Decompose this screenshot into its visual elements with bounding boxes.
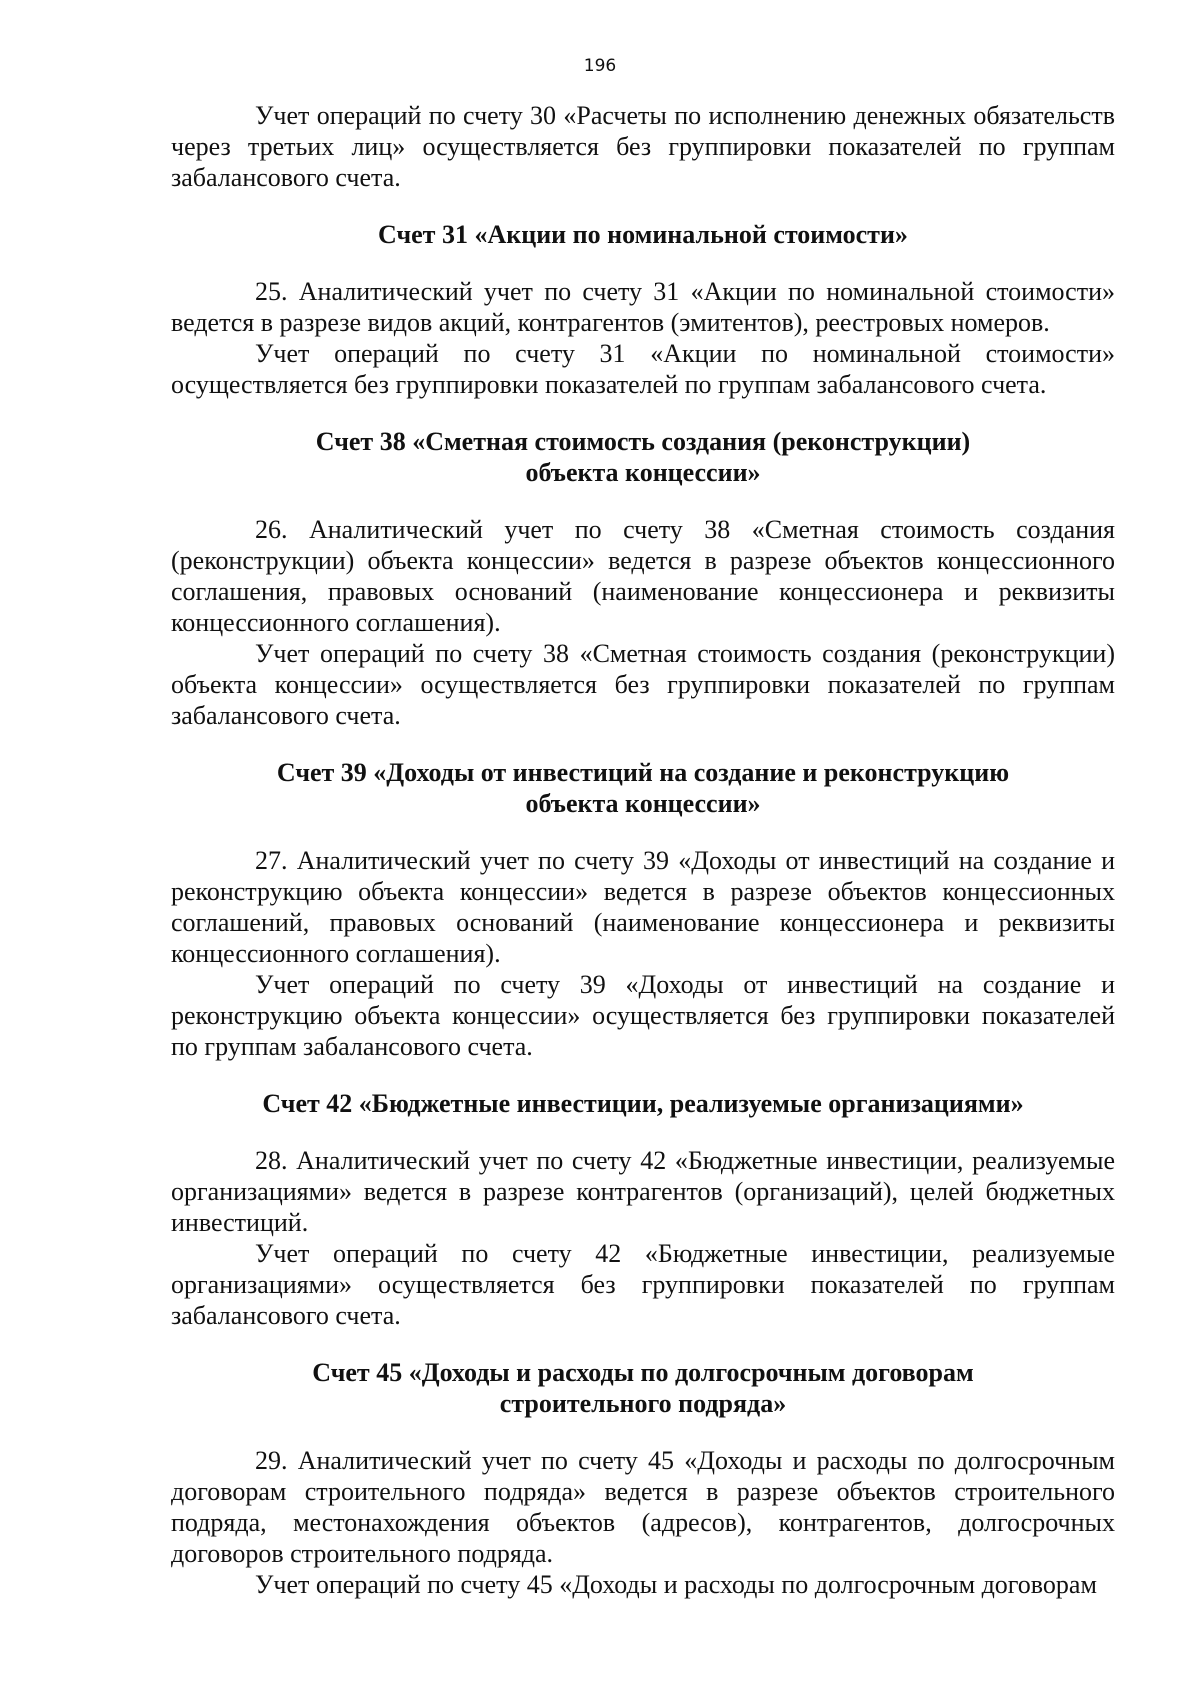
- section-heading: [171, 1357, 1115, 1419]
- paragraph: Учет операций по счету 30 «Расчеты по исполнению денежных обязательств через третьих лиц» осуществляется без группировки показателей по группам забалансового счета.: [171, 101, 1115, 192]
- section-heading-line: Счет 38 «Сметная стоимость создания (реконструкции): [315, 427, 971, 456]
- section-heading: Счет 42 «Бюджетные инвестиции, реализуемые организациями»: [262, 1089, 1024, 1118]
- paragraph: Учет операций по счету 38 «Сметная стоимость создания (реконструкции) объекта концессии» осуществляется без группировки показателей по группам забалансового счета.: [171, 639, 1115, 730]
- section-heading-line: объекта концессии»: [525, 458, 761, 487]
- paragraph: 29. Аналитический учет по счету 45 «Доходы и расходы по долгосрочным договорам строительного подряда» ведется в разрезе объектов строительного подряда, местонахождения объектов (адресов), контрагентов, долгосрочных договоров строительного подряда.: [171, 1446, 1115, 1568]
- paragraph: 27. Аналитический учет по счету 39 «Доходы от инвестиций на создание и реконструкцию объекта концессии» ведется в разрезе объектов концессионных соглашений, правовых оснований (наименование концессионера и реквизиты концессионного соглашения).: [171, 846, 1115, 968]
- paragraph: Учет операций по счету 45 «Доходы и расходы по долгосрочным договорам: [255, 1570, 1097, 1599]
- paragraph: 28. Аналитический учет по счету 42 «Бюджетные инвестиции, реализуемые организациями» ведется в разрезе контрагентов (организаций), целей бюджетных инвестиций.: [171, 1146, 1115, 1237]
- paragraph: Учет операций по счету 39 «Доходы от инвестиций на создание и реконструкцию объекта концессии» осуществляется без группировки показателей по группам забалансового счета.: [171, 970, 1115, 1061]
- section-heading-line: Счет 39 «Доходы от инвестиций на создание и реконструкцию: [276, 758, 1010, 787]
- paragraph: 25. Аналитический учет по счету 31 «Акции по номинальной стоимости» ведется в разрезе видов акций, контрагентов (эмитентов), реестровых номеров.: [171, 277, 1115, 337]
- section-heading: Счет 31 «Акции по номинальной стоимости»: [378, 220, 908, 249]
- paragraph: 26. Аналитический учет по счету 38 «Сметная стоимость создания (реконструкции) объекта концессии» ведется в разрезе объектов концессионного соглашения, правовых оснований (наименование концессионера и реквизиты концессионного соглашения).: [171, 515, 1115, 637]
- section-heading-line: объекта концессии»: [525, 789, 761, 818]
- section-heading: [171, 757, 1115, 819]
- section-heading: [171, 426, 1115, 488]
- paragraph: Учет операций по счету 42 «Бюджетные инвестиции, реализуемые организациями» осуществляется без группировки показателей по группам забалансового счета.: [171, 1239, 1115, 1330]
- paragraph: Учет операций по счету 31 «Акции по номинальной стоимости» осуществляется без группировки показателей по группам забалансового счета.: [171, 339, 1115, 399]
- section-heading-line: строительного подряда»: [499, 1389, 787, 1418]
- document-body: [171, 100, 1115, 1600]
- page-number: 196: [583, 56, 617, 76]
- section-heading-line: Счет 45 «Доходы и расходы по долгосрочным договорам: [312, 1358, 974, 1387]
